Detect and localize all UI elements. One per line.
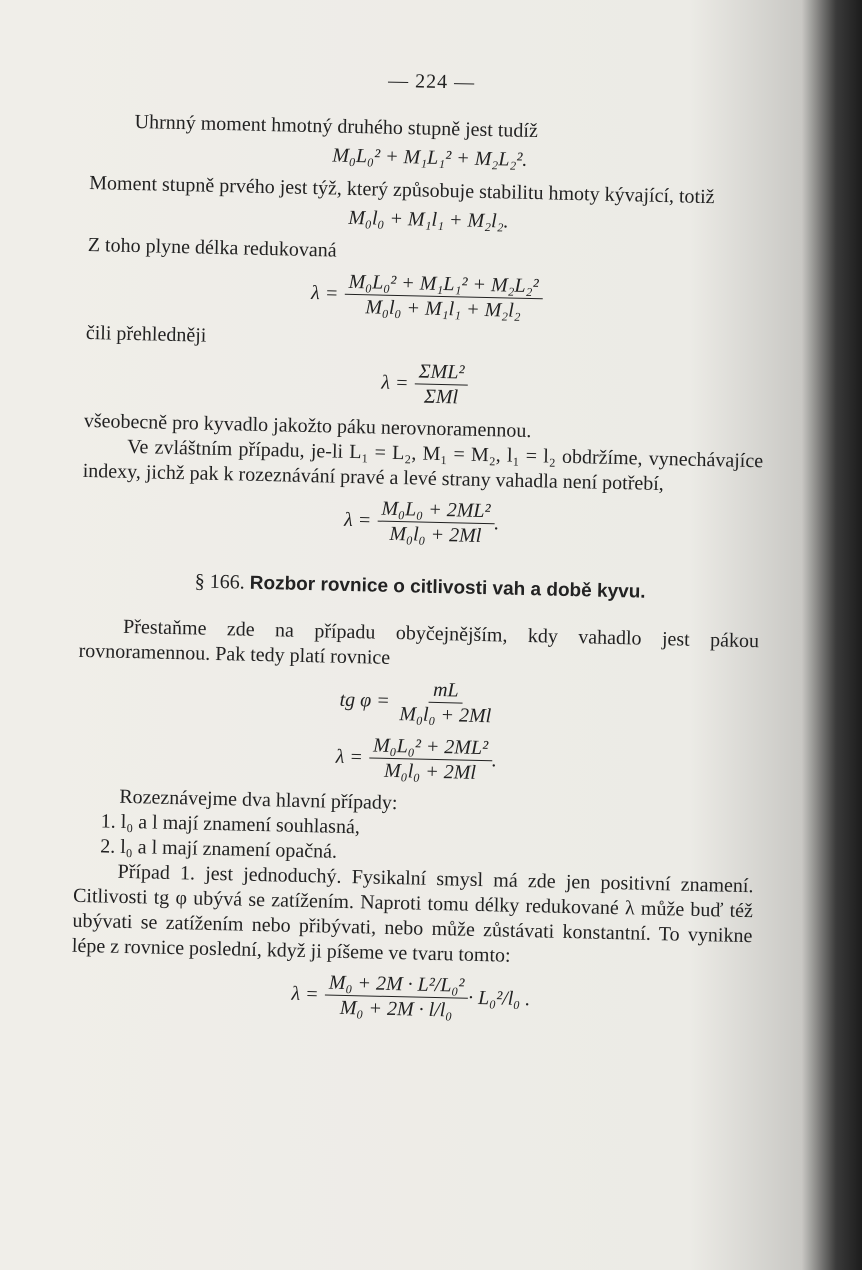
paragraph-8: Rozeznávejme dva hlavní případy: bbox=[119, 785, 398, 815]
eq3-lhs: λ = bbox=[310, 282, 339, 305]
eq4-denominator: ΣMl bbox=[423, 385, 459, 409]
equation-4 bbox=[84, 352, 765, 416]
section-heading bbox=[80, 567, 760, 607]
eq5-numerator: M₀L₀ + 2ML² bbox=[377, 497, 495, 525]
paragraph-6: Ve zvláštním případu, je-li L₁ = L₂, M₁ = M₂, l₁ = l₂ obdržíme, vynechávajíce indexy, jichž pak k rozeznávání pravé a levé strany vahadla není potřebí, bbox=[82, 435, 764, 496]
equation-1: M₀L₀² + M₁L₁² + M₂L₂². bbox=[332, 144, 528, 171]
eq3-denominator: M₀l₀ + M₁l₁ + M₂l₂ bbox=[365, 296, 521, 322]
eq3-numerator: M₀L₀² + M₁L₁² + M₂L₂² bbox=[344, 270, 543, 299]
equation-6 bbox=[77, 670, 758, 734]
equation-7 bbox=[76, 727, 757, 791]
eq8-denominator: M₀ + 2M · l/l₀ bbox=[339, 996, 453, 1022]
paragraph-7: Přestaňme zde na případu obyčejnějším, kdy vahadlo jest pákou rovnoramennou. Pak tedy platí rovnice bbox=[78, 615, 760, 669]
paragraph-4: čili přehledněji bbox=[85, 321, 207, 347]
paragraph-3: Z toho plyne délka redukovaná bbox=[87, 233, 337, 262]
eq6-lhs: tg φ = bbox=[339, 688, 390, 712]
eq3-fraction bbox=[344, 270, 543, 323]
eq4-fraction bbox=[414, 359, 469, 409]
eq5-denominator: M₀l₀ + 2Ml bbox=[389, 522, 482, 547]
list-item: 1. l₀ a l mají znamení souhlasná, bbox=[100, 810, 361, 839]
eq7-denominator: M₀l₀ + 2Ml bbox=[383, 759, 477, 784]
eq7-lhs: λ = bbox=[335, 745, 364, 769]
equation-5 bbox=[81, 490, 762, 554]
paragraph-2: Moment stupně prvého jest týž, který způsobuje stabilitu hmoty kývající, totiž bbox=[89, 171, 715, 209]
eq8-numerator: M₀ + 2M · L²/L₀² bbox=[325, 971, 469, 999]
list-item: 2. l₀ a l mají znamení opačná. bbox=[99, 835, 338, 863]
eq5-fraction bbox=[377, 497, 495, 549]
paragraph-9: Případ 1. jest jednoduchý. Fysikalní smysl má zde jen positivní znamení. Citlivosti tg φ ubývá se zatížením. Naproti tomu délky redukované λ může buď též ubývati se zatížením nebo přibývati, nebo může zůstávati konstantní. To vynikne lépe z rovnice poslední, když ji píšeme ve tvaru tomto: bbox=[71, 860, 754, 967]
equation-8 bbox=[70, 965, 751, 1029]
paragraph-5: všeobecně pro kyvadlo jakožto páku nerovnoramennou. bbox=[83, 409, 532, 443]
eq8-fraction bbox=[324, 971, 469, 1023]
eq6-denominator: M₀l₀ + 2Ml bbox=[399, 703, 492, 728]
page-number: — 224 — bbox=[387, 69, 476, 94]
eq7-tail: . bbox=[491, 749, 498, 772]
eq7-fraction bbox=[368, 733, 492, 785]
page-content bbox=[70, 62, 772, 1037]
eq4-lhs: λ = bbox=[381, 371, 409, 395]
paragraph-1: Uhrnný moment hmotný druhého stupně jest tudíž bbox=[134, 110, 539, 143]
eq8-tail: · L₀²/l₀ . bbox=[467, 986, 531, 1011]
section-number: § 166. bbox=[194, 570, 246, 594]
eq6-numerator: mL bbox=[429, 678, 463, 704]
eq5-tail: . bbox=[493, 512, 500, 535]
equation-3 bbox=[86, 264, 767, 328]
eq6-fraction bbox=[395, 677, 496, 728]
eq8-lhs: λ = bbox=[291, 982, 319, 1006]
eq5-lhs: λ = bbox=[343, 508, 372, 532]
section-title: Rozbor rovnice o citlivosti vah a době kyvu. bbox=[249, 572, 646, 603]
eq7-numerator: M₀L₀² + 2ML² bbox=[369, 733, 493, 761]
eq4-numerator: ΣML² bbox=[415, 359, 469, 385]
equation-2: M₀l₀ + M₁l₁ + M₂l₂. bbox=[348, 206, 509, 233]
